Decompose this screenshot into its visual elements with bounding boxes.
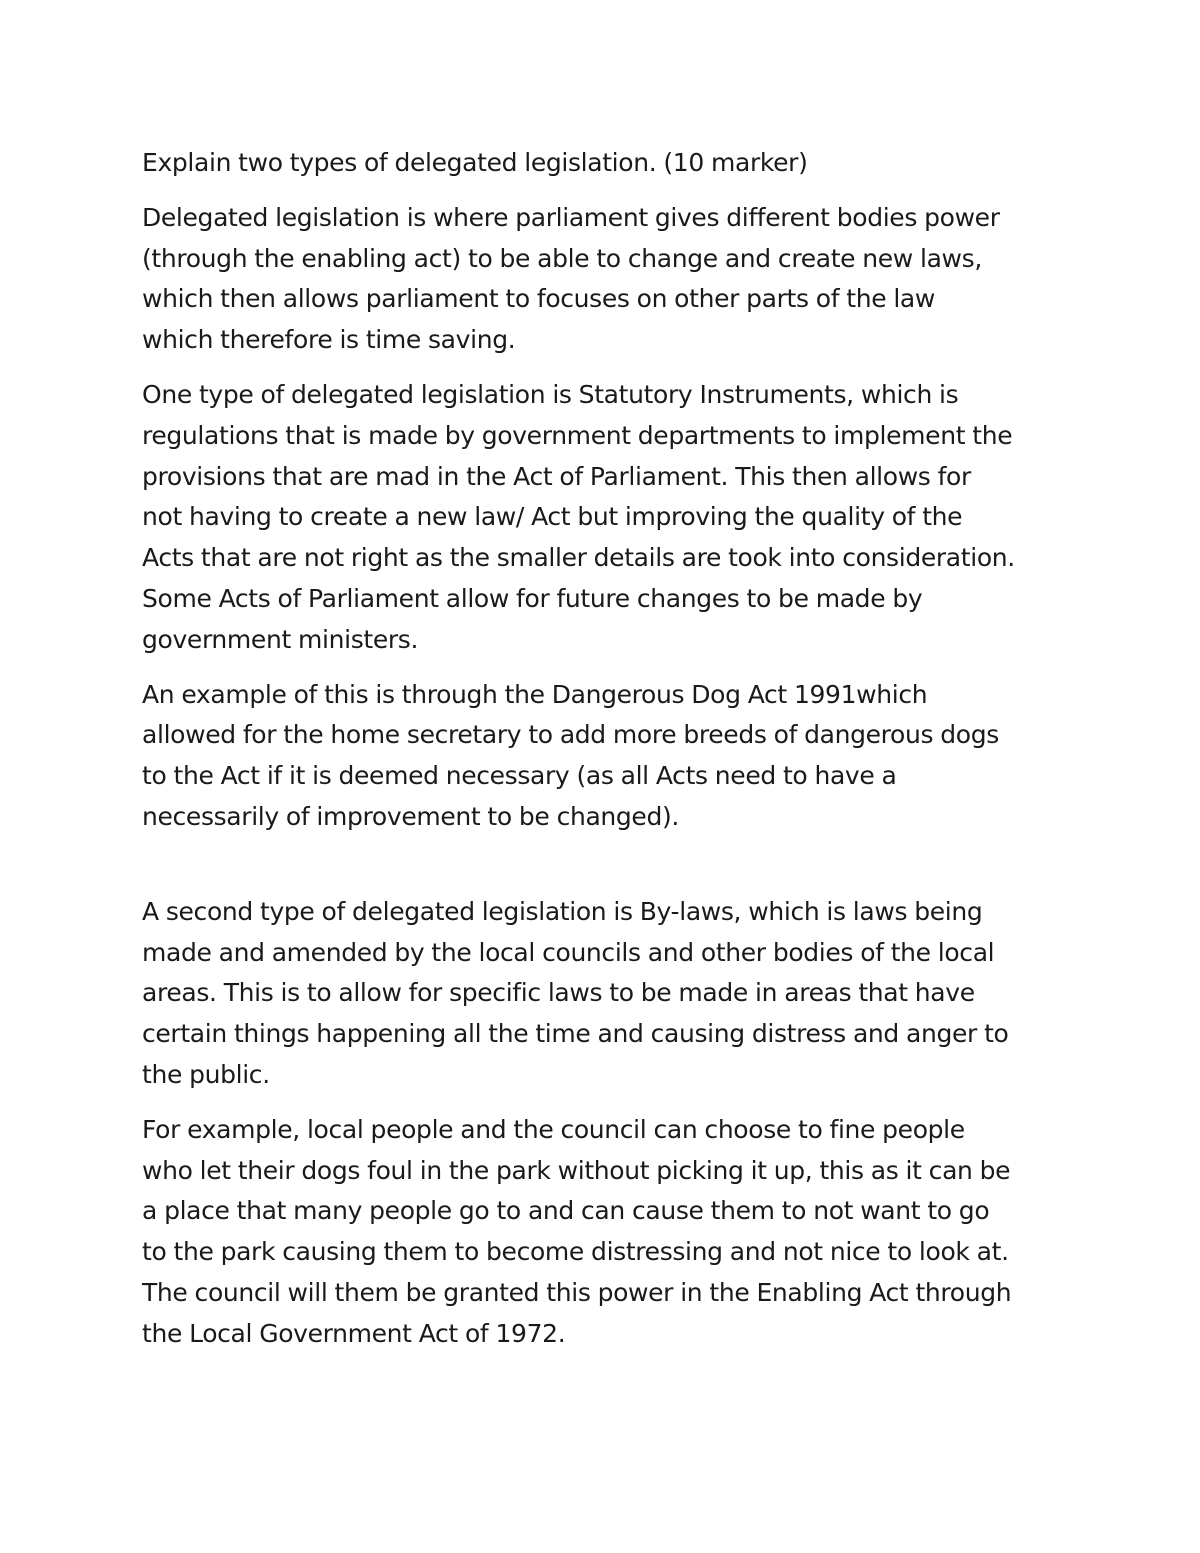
paragraph-statutory-instruments: One type of delegated legislation is Statutory Instruments, which is regulations that is made by government departments to implement the provisions that are mad in the Act of Parliament. This then allows for not having to create a new law/ Act but improving the quality of the Acts that are not right as the smaller details are took into consideration. Some Acts of Parliament allow for future changes to be made by government ministers. (142, 379, 1015, 654)
paragraph-by-laws-example: For example, local people and the council can choose to fine people who let their dogs foul in the park without picking it up, this as it can be a place that many people go to and can cause them to not want to go to the park causing them to become distressing and not nice to look at. The council will them be granted this power in the Enabling Act through the Local Government Act of 1972. (142, 1114, 1012, 1348)
paragraph-by-laws: A second type of delegated legislation is By-laws, which is laws being made and amended by the local councils and other bodies of the local areas. This is to allow for specific laws to be made in areas that have certain things happening all the time and causing distress and anger to the public. (142, 896, 1009, 1089)
paragraph-definition: Delegated legislation is where parliament gives different bodies power (through the enabling act) to be able to change and create new laws, which then allows parliament to focuses on other parts of the law which therefore is time saving. (142, 202, 1000, 355)
document-body (142, 143, 1072, 1369)
question-heading: Explain two types of delegated legislation. (10 marker) (142, 148, 808, 177)
paragraph-dangerous-dog-example: An example of this is through the Dangerous Dog Act 1991which allowed for the home secretary to add more breeds of dangerous dogs to the Act if it is deemed necessary (as all Acts need to have a necessarily of improvement to be changed). (142, 679, 999, 831)
